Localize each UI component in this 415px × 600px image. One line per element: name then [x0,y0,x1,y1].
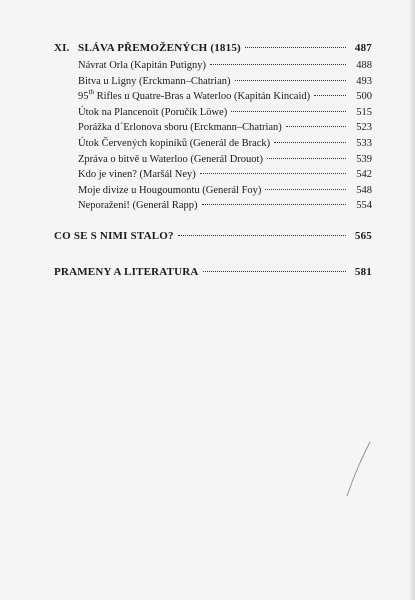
chapter-heading [54,42,372,56]
toc-section [54,266,372,280]
page-edge-shadow [409,0,415,600]
entry-page-number: 500 [356,91,372,103]
entry-page-number: 493 [356,75,372,87]
section-page-number: 565 [354,229,372,242]
dot-leader [202,204,346,205]
entry-page-number: 554 [356,200,372,212]
entry-page-number: 515 [356,106,372,118]
entry-page-number: 548 [356,184,372,196]
section-title: PRAMENY A LITERATURA [54,265,199,278]
toc-entry [78,136,372,152]
dot-leader [274,142,346,143]
chapter-entries [78,58,372,214]
entry-title-rest: Rifles u Quatre-Bras a Waterloo (Kapitán Kincaid) [93,91,311,103]
dot-leader [210,64,346,65]
table-of-contents [54,42,372,280]
dot-leader [200,173,346,174]
entry-title: Útok Červených kopiníků (Generál de Brack) [78,137,271,149]
toc-entry [78,89,372,105]
dot-leader [245,47,346,48]
dot-leader [267,158,346,159]
entry-title: Porážka d´Erlonova sboru (Erckmann–Chatrian) [78,122,282,134]
entry-title-superscript: th [88,87,94,96]
dot-leader [286,126,346,127]
pencil-mark [343,440,373,500]
entry-title: Moje divize u Hougoumontu (Generál Foy) [78,184,262,196]
toc-section [54,230,372,244]
dot-leader [203,271,346,272]
chapter-number: XI. [54,42,70,54]
entry-page-number: 539 [356,153,372,165]
dot-leader [314,95,346,96]
entry-title: Kdo je vinen? (Maršál Ney) [78,169,196,181]
toc-entry [78,167,372,183]
dot-leader [265,189,346,190]
toc-entry [78,58,372,74]
entry-page-number: 533 [356,137,372,149]
toc-entry [78,120,372,136]
chapter-page-number: 487 [354,42,372,54]
dot-leader [235,80,346,81]
dot-leader [178,235,346,236]
toc-entry [78,105,372,121]
entry-title: Návrat Orla (Kapitán Putigny) [78,60,207,71]
entry-title: Bitva u Ligny (Erckmann–Chatrian) [78,75,231,87]
entry-page-number: 488 [356,60,372,71]
entry-page-number: 523 [356,122,372,134]
section-page-number: 581 [354,265,372,278]
dot-leader [231,111,346,112]
entry-title: Útok na Plancenoit (Poručík Löwe) [78,106,228,118]
toc-entry [78,74,372,90]
section-title: CO SE S NIMI STALO? [54,229,174,242]
entry-title-prefix: 95 [78,91,89,103]
entry-title [78,89,310,105]
toc-entry [78,198,372,214]
chapter-title: SLÁVA PŘEMOŽENÝCH (1815) [78,42,241,54]
toc-entry [78,183,372,199]
entry-title: Zpráva o bitvě u Waterloo (Generál Drouot) [78,153,263,165]
entry-page-number: 542 [356,169,372,181]
toc-entry [78,152,372,168]
entry-title: Neporaženi! (Generál Rapp) [78,200,198,212]
